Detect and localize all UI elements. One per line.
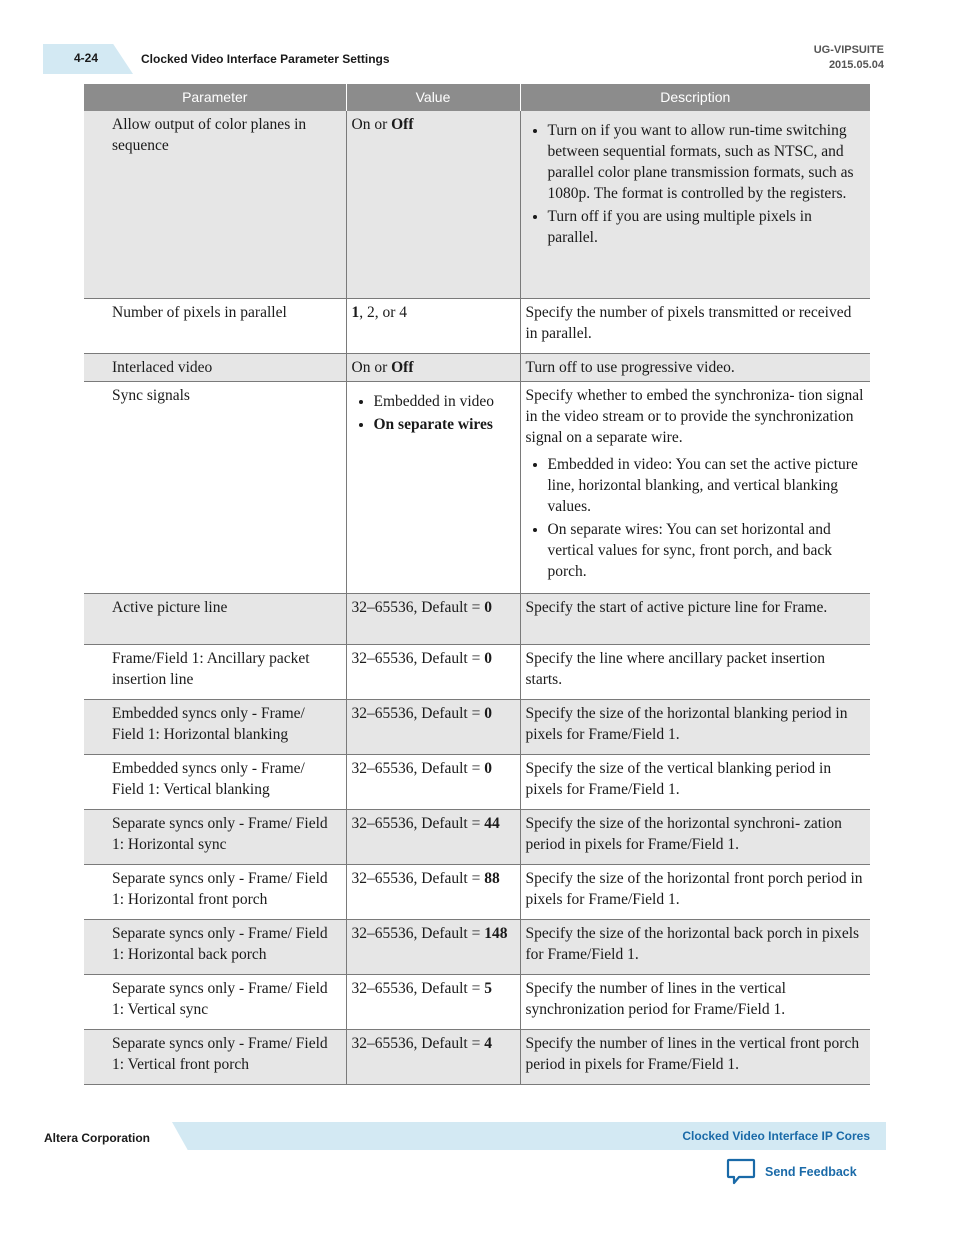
page-number: 4-24	[74, 51, 99, 65]
value-cell	[346, 920, 520, 975]
parameter-cell: Separate syncs only - Frame/ Field 1: Horizontal back porch	[84, 920, 346, 975]
list-item: • Embedded in video: You can set the active picture line, horizontal blanking, and vertical blanking values.	[548, 454, 865, 517]
value-default: 44	[484, 815, 500, 832]
list-item: • On separate wires: You can set horizontal and vertical values for sync, front porch, and back porch.	[548, 519, 865, 582]
value-default: Off	[391, 359, 414, 376]
value-cell	[346, 1030, 520, 1085]
value-cell	[346, 975, 520, 1030]
company-name: Altera Corporation	[44, 1131, 151, 1145]
description-cell	[520, 382, 870, 594]
value-plain: , 2, or 4	[359, 304, 408, 321]
description-cell	[520, 111, 870, 299]
description-cell: Specify the size of the horizontal synchroni- zation period in pixels for Frame/Field 1.	[520, 810, 870, 865]
parameter-cell: Interlaced video	[84, 354, 346, 382]
table-row	[84, 299, 870, 354]
list-item: • Turn on if you want to allow run-time switching between sequential formats, such as NTSC, and parallel color plane transmission formats, such as 1080p. The format is controlled by the registers.	[548, 120, 865, 204]
value-default: 148	[484, 925, 508, 942]
value-cell	[346, 755, 520, 810]
column-header-value: Value	[346, 84, 520, 111]
value-default: 88	[484, 870, 500, 887]
table-row	[84, 111, 870, 299]
table-row	[84, 700, 870, 755]
table-row	[84, 920, 870, 975]
parameter-cell: Separate syncs only - Frame/ Field 1: Horizontal front porch	[84, 865, 346, 920]
value-cell	[346, 594, 520, 645]
description-cell: Specify the number of lines in the vertical synchronization period for Frame/Field 1.	[520, 975, 870, 1030]
list-item: • Embedded in video	[374, 391, 514, 412]
parameter-cell: Embedded syncs only - Frame/ Field 1: Horizontal blanking	[84, 700, 346, 755]
value-plain: 32–65536, Default =	[351, 705, 485, 722]
section-title: Clocked Video Interface Parameter Settings	[141, 52, 390, 66]
description-text: Specify whether to embed the synchroniza- tion signal in the video stream or to provide the synchronization signal on a separate wire.	[525, 387, 864, 446]
parameter-table	[84, 84, 870, 1085]
table-header-row	[84, 84, 870, 111]
description-cell: Turn off to use progressive video.	[520, 354, 870, 382]
column-header-description: Description	[520, 84, 870, 111]
description-cell: Specify the size of the horizontal back porch in pixels for Frame/Field 1.	[520, 920, 870, 975]
value-cell	[346, 645, 520, 700]
list-item: • On separate wires	[374, 414, 514, 435]
value-plain: 32–65536, Default =	[351, 815, 485, 832]
parameter-cell: Frame/Field 1: Ancillary packet insertion line	[84, 645, 346, 700]
table-row	[84, 810, 870, 865]
value-default: 5	[484, 980, 492, 997]
parameter-cell: Separate syncs only - Frame/ Field 1: Horizontal sync	[84, 810, 346, 865]
value-cell	[346, 865, 520, 920]
description-cell: Specify the size of the horizontal front porch period in pixels for Frame/Field 1.	[520, 865, 870, 920]
speech-bubble-icon	[726, 1158, 756, 1186]
value-plain: 32–65536, Default =	[351, 760, 485, 777]
description-list	[526, 454, 865, 582]
description-cell: Specify the size of the vertical blanking period in pixels for Frame/Field 1.	[520, 755, 870, 810]
value-list	[352, 391, 514, 435]
table-row	[84, 1030, 870, 1085]
value-cell	[346, 382, 520, 594]
doc-info	[814, 43, 884, 73]
value-plain: 32–65536, Default =	[351, 650, 485, 667]
table-row	[84, 382, 870, 594]
description-cell: Specify the number of lines in the vertical front porch period in pixels for Frame/Field 1.	[520, 1030, 870, 1085]
table-row	[84, 645, 870, 700]
list-item: • Turn off if you are using multiple pixels in parallel.	[548, 206, 865, 248]
parameter-cell: Number of pixels in parallel	[84, 299, 346, 354]
value-plain: On or	[351, 359, 392, 376]
parameter-cell: Active picture line	[84, 594, 346, 645]
column-header-parameter: Parameter	[84, 84, 346, 111]
value-plain: 32–65536, Default =	[351, 870, 485, 887]
parameter-cell: Separate syncs only - Frame/ Field 1: Vertical sync	[84, 975, 346, 1030]
table-row	[84, 755, 870, 810]
value-default: 0	[484, 760, 492, 777]
send-feedback-label[interactable]: Send Feedback	[765, 1165, 857, 1179]
table-row	[84, 865, 870, 920]
value-cell	[346, 354, 520, 382]
parameter-cell: Sync signals	[84, 382, 346, 594]
value-default: 4	[484, 1035, 492, 1052]
parameter-cell: Embedded syncs only - Frame/ Field 1: Vertical blanking	[84, 755, 346, 810]
table-row	[84, 594, 870, 645]
value-cell	[346, 700, 520, 755]
parameter-cell: Allow output of color planes in sequence	[84, 111, 346, 299]
table-row	[84, 975, 870, 1030]
description-cell: Specify the size of the horizontal blanking period in pixels for Frame/Field 1.	[520, 700, 870, 755]
value-plain: 32–65536, Default =	[351, 925, 485, 942]
value-plain: 32–65536, Default =	[351, 980, 485, 997]
send-feedback-link[interactable]	[726, 1158, 857, 1186]
description-list	[526, 120, 865, 248]
guide-title-link[interactable]: Clocked Video Interface IP Cores	[682, 1129, 870, 1143]
doc-date: 2015.05.04	[828, 59, 884, 71]
description-cell: Specify the line where ancillary packet insertion starts.	[520, 645, 870, 700]
description-cell: Specify the start of active picture line for Frame.	[520, 594, 870, 645]
value-default: 0	[484, 650, 492, 667]
value-default: 1	[351, 304, 360, 321]
parameter-cell: Separate syncs only - Frame/ Field 1: Vertical front porch	[84, 1030, 346, 1085]
value-cell	[346, 111, 520, 299]
value-default: 0	[484, 599, 492, 616]
doc-id: UG-VIPSUITE	[813, 44, 884, 56]
value-plain: On or	[351, 116, 392, 133]
value-default: 0	[484, 705, 492, 722]
value-plain: 32–65536, Default =	[351, 1035, 485, 1052]
description-cell: Specify the number of pixels transmitted or received in parallel.	[520, 299, 870, 354]
value-plain: 32–65536, Default =	[351, 599, 485, 616]
table-row	[84, 354, 870, 382]
value-cell	[346, 810, 520, 865]
value-cell	[346, 299, 520, 354]
value-default: Off	[391, 116, 414, 133]
